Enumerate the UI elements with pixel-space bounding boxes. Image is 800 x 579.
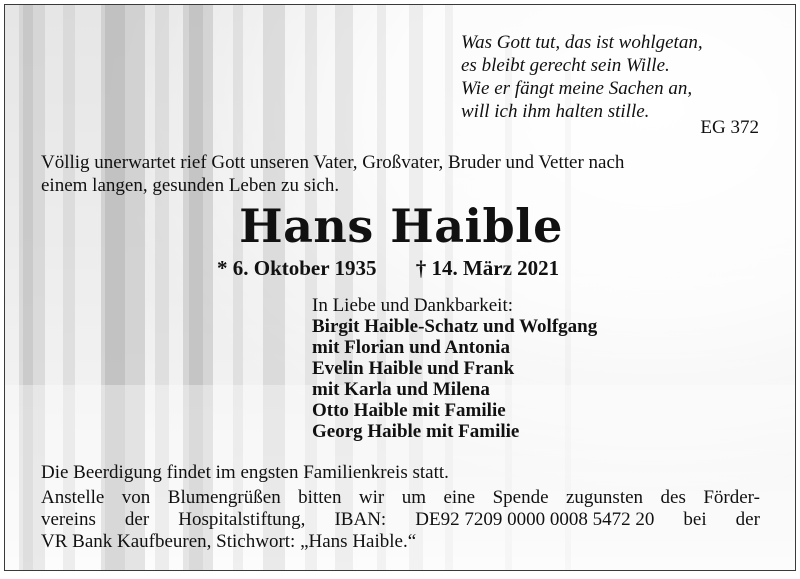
word: eine bbox=[443, 487, 476, 508]
word: der bbox=[735, 509, 760, 530]
word: wir bbox=[358, 487, 385, 508]
word: des bbox=[660, 487, 686, 508]
mourner-line: Evelin Haible und Frank bbox=[312, 358, 515, 379]
word: Spende bbox=[492, 487, 549, 508]
donation-line: VR Bank Kaufbeuren, Stichwort: „Hans Haible.“ bbox=[41, 531, 417, 552]
word: zugunsten bbox=[566, 487, 644, 508]
donation-line bbox=[41, 487, 760, 509]
verse-line: es bleibt gerecht sein Wille. bbox=[461, 55, 670, 76]
funeral-notice: Die Beerdigung findet im engsten Familienkreis statt. bbox=[41, 462, 449, 483]
mourner-line: mit Karla und Milena bbox=[312, 379, 490, 400]
word: bei bbox=[683, 509, 707, 530]
mourner-line: mit Florian und Antonia bbox=[312, 337, 510, 358]
obituary-notice bbox=[4, 4, 796, 571]
verse-line: Was Gott tut, das ist wohlgetan, bbox=[461, 32, 703, 53]
iban: DE92 7209 0000 0008 5472 20 bbox=[415, 509, 655, 530]
donation-request bbox=[41, 487, 760, 553]
word: um bbox=[401, 487, 426, 508]
donation-line bbox=[41, 509, 760, 531]
life-dates bbox=[217, 256, 559, 281]
word: bitten bbox=[298, 487, 342, 508]
word: von bbox=[121, 487, 151, 508]
notice-content bbox=[5, 5, 796, 571]
mourner-line: Birgit Haible-Schatz und Wolfgang bbox=[312, 316, 598, 337]
word: Blumengrüßen bbox=[167, 487, 281, 508]
word: Förder- bbox=[703, 487, 760, 508]
verse-line: Wie er fängt meine Sachen an, bbox=[461, 78, 693, 99]
mourners-list bbox=[312, 295, 597, 442]
death-date: † 14. März 2021 bbox=[415, 256, 560, 280]
mourner-line: Georg Haible mit Familie bbox=[312, 421, 520, 442]
word: vereins bbox=[41, 509, 96, 530]
word: Anstelle bbox=[41, 487, 105, 508]
verse-reference: EG 372 bbox=[700, 117, 759, 138]
word: Hospitalstiftung, bbox=[178, 509, 306, 530]
mourners-intro: In Liebe und Dankbarkeit: bbox=[312, 295, 514, 316]
birth-date: * 6. Oktober 1935 bbox=[217, 256, 377, 280]
word: IBAN: bbox=[334, 509, 387, 530]
intro-line: einem langen, gesunden Leben zu sich. bbox=[41, 175, 340, 196]
bible-verse bbox=[461, 31, 703, 123]
verse-line: will ich ihm halten stille. bbox=[461, 101, 650, 122]
intro-text bbox=[41, 151, 761, 197]
word: der bbox=[124, 509, 150, 530]
mourner-line: Otto Haible mit Familie bbox=[312, 400, 506, 421]
intro-line: Völlig unerwartet rief Gott unseren Vater, Großvater, Bruder und Vetter nach bbox=[41, 152, 625, 173]
deceased-name: Hans Haible bbox=[239, 199, 563, 253]
